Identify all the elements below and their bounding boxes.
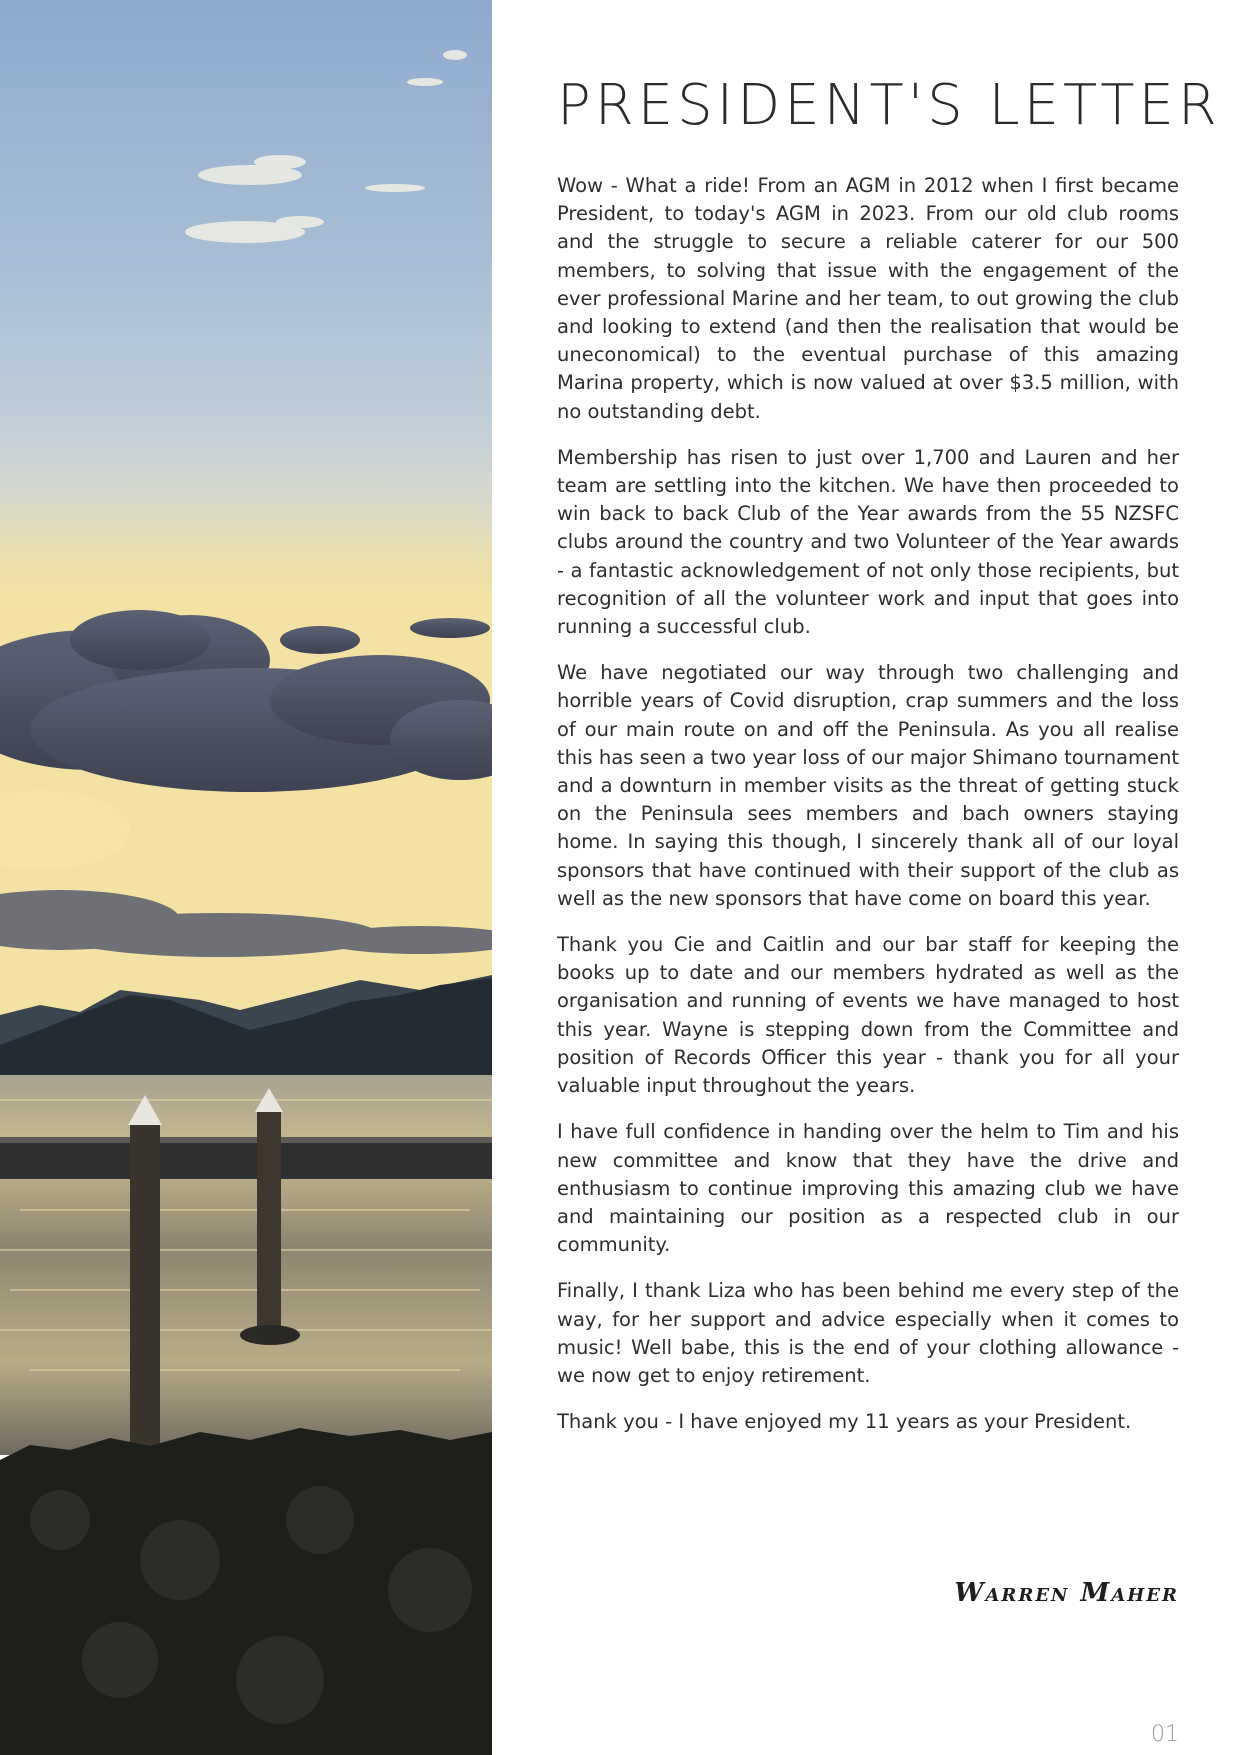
letter-paragraph: Wow - What a ride! From an AGM in 2012 when I first became President, to today's AGM in 2023. From our old club rooms and the struggle to secure a reliable caterer for our 500 members, to solving that issue with the engagement of the ever professional Marine and her team, to out growing the club and looking to extend (and then the realisation that would be uneconomical) to the eventual purchase of this amazing Marina property, which is now valued at over $3.5 million, with no outstanding debt. [557, 174, 1179, 423]
letter-paragraph: Finally, I thank Liza who has been behind me every step of the way, for her support and advice especially when it comes to music! Well babe, this is the end of your clothing allowance - we now get to enjoy retirement. [557, 1279, 1179, 1387]
signature: Warren Maher [954, 1578, 1179, 1608]
harbour-water [0, 1075, 492, 1455]
letter-paragraph: I have full confidence in handing over the helm to Tim and his new committee and know that they have the drive and enthusiasm to continue improving this amazing club we have and maintaining our position as a respected club in our community. [557, 1120, 1179, 1257]
page-title: PRESIDENT'S LETTER [557, 73, 1221, 138]
harbour-sunset-photo [0, 0, 492, 1755]
letter-paragraph: We have negotiated our way through two challenging and horrible years of Covid disruption, crap summers and the loss of our main route on and off the Peninsula. As you all realise this has seen a two year loss of our major Shimano tournament and a downturn in member visits as the threat of getting stuck on the Peninsula sees members and bach owners staying home. In saying this though, I sincerely thank all of our loyal sponsors that have continued with their support of the club as well as the new sponsors that have come on board this year. [557, 661, 1179, 910]
letter-paragraph: Membership has risen to just over 1,700 and Lauren and her team are settling into the kitchen. We have then proceeded to win back to back Club of the Year awards from the 55 NZSFC clubs around the country and two Volunteer of the Year awards - a fantastic acknowledgement of not only those recipients, but recognition of all the volunteer work and input that goes into running a successful club. [557, 445, 1179, 639]
letter-content [557, 62, 1221, 1436]
letter-paragraph: Thank you - I have enjoyed my 11 years as your President. [557, 1410, 1132, 1434]
letter-paragraph: Thank you Cie and Caitlin and our bar staff for keeping the books up to date and our members hydrated as well as the organisation and running of events we have managed to host this year. Wayne is stepping down from the Committee and position of Records Officer this year - thank you for all your valuable input throughout the years. [557, 933, 1179, 1098]
marina-pontoon [0, 1137, 492, 1179]
harbour-sunset-illustration [0, 0, 492, 1755]
page-number: 01 [1151, 1722, 1179, 1747]
pontoon-edge [0, 1137, 492, 1143]
